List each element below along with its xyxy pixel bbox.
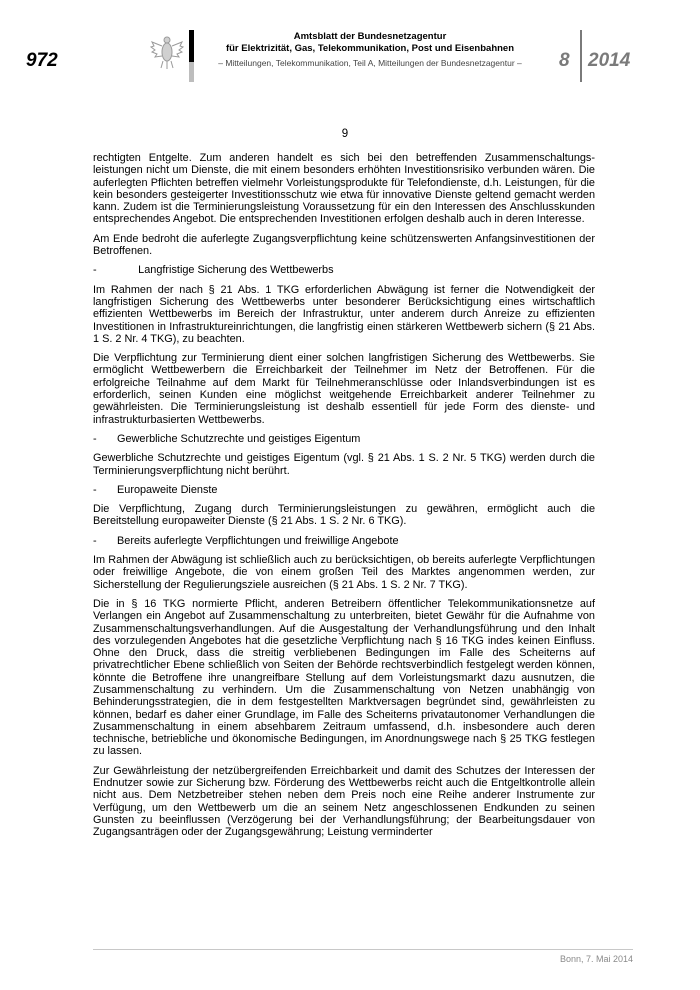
- journal-title-line2: für Elektrizität, Gas, Telekommunikation, Post und Eisenbahnen: [225, 43, 515, 54]
- paragraph: Im Rahmen der Abwägung ist schließlich auch zu berücksichtigen, ob bereits auferlegte Verpflichtungen oder freiwillige Angebote, die von einem großen Teil des Marktes angenommen werden, zur Sicherstellung der Regulierungsziele ausreichen (§ 21 Abs. 1 S. 2 Nr. 7 TKG).: [93, 554, 595, 591]
- issue-divider: [580, 30, 582, 82]
- list-item: [93, 264, 595, 276]
- page-number: 972: [26, 50, 58, 71]
- footer-date: Bonn, 7. Mai 2014: [559, 954, 633, 964]
- issue-number: 8: [559, 50, 570, 71]
- federal-eagle-icon: [150, 32, 184, 72]
- bullet-text: Gewerbliche Schutzrechte und geistiges Eigentum: [117, 432, 361, 445]
- list-item: [93, 484, 595, 496]
- journal-subtitle: – Mitteilungen, Telekommunikation, Teil A, Mitteilungen der Bundesnetzagentur –: [218, 58, 522, 68]
- journal-title: [200, 31, 540, 55]
- body-text: [93, 152, 595, 846]
- paragraph: Die Verpflichtung, Zugang durch Terminierungsleistungen zu gewähren, ermöglicht auch die Bereitstellung europaweiter Dienste (§ 21 Abs. 1 S. 2 Nr. 6 TKG).: [93, 503, 595, 528]
- list-item: [93, 535, 595, 547]
- bullet-dash: -: [93, 264, 97, 277]
- paragraph: Die in § 16 TKG normierte Pflicht, anderen Betreibern öffentlicher Telekommunikationsnetze auf Verlangen ein Angebot auf Zusammenschaltung zu unterbreiten, bietet Gewähr für die Aufnahme von Zusammenschaltungsverhandlungen. Auf die Ausgestaltung der Verhandlungsführung und den Inhalt des vorzulegenden Angebotes hat die gesetzliche Verpflichtung nach § 16 TKG indes keinen Einfluss. Ohne den Druck, dass die streitig verbliebenen Bedingungen im Falle des Scheiterns auf privatrechtlicher Ebene schließlich von Seiten der Behörde rechtsverbindlich festgelegt werden können, könnte die Betroffene ihre unangreifbare Stellung auf dem Vorleistungsmarkt dazu ausnutzen, die Zusammenschaltung zu verhindern. Um die Zusammenschaltung von Netzen unabhängig von Behinderungsstrategien, die in dem festgestellten Marktversagen begründet sind, gewährleisten zu können, bedarf es daher einer Grundlage, im Falle des Scheiterns privatautonomer Verhandlungen die Zusammenschaltung in einem absehbarem Zeitraum umfassend, d.h. insbesondere auch deren technische, betriebliche und ökonomische Bedingungen, im Anordnungswege nach § 25 TKG festlegen zu lassen.: [93, 597, 595, 758]
- footer-divider: [93, 949, 633, 950]
- bullet-text: Bereits auferlegte Verpflichtungen und freiwillige Angebote: [117, 534, 399, 547]
- paragraph: Am Ende bedroht die auferlegte Zugangsverpflichtung keine schützenswerten Anfangsinvestitionen der Betroffenen.: [93, 232, 595, 258]
- bullet-text: Europaweite Dienste: [117, 483, 218, 496]
- paragraph: Gewerbliche Schutzrechte und geistiges Eigentum (vgl. § 21 Abs. 1 S. 2 Nr. 5 TKG) werden durch die Terminierungsverpflichtung nicht berührt.: [93, 452, 595, 477]
- header-divider-shade: [189, 62, 194, 82]
- bullet-dash: -: [93, 483, 97, 496]
- issue-year: 2014: [588, 50, 631, 71]
- bullet-text: Langfristige Sicherung des Wettbewerbs: [117, 264, 334, 277]
- bullet-dash: -: [93, 534, 97, 547]
- bullet-dash: -: [93, 432, 97, 445]
- journal-title-line1: Amtsblatt der Bundesnetzagentur: [293, 31, 447, 42]
- list-item: [93, 433, 595, 445]
- paragraph: Zur Gewährleistung der netzübergreifenden Erreichbarkeit und damit des Schutzes der Interessen der Endnutzer sowie zur Sicherung bzw. Förderung des Wettbewerbs reicht auch die Entgeltkontrolle allein nicht aus. Dem Netzbetreiber stehen neben dem Preis noch eine Reihe anderer Instrumente zur Verfügung, um den Wettbewerb um die an seinem Netz angeschlossenen Endkunden zu seinen Gunsten zu beeinflussen (Verzögerung bei der Verhandlungsführung; der Bearbeitungsdauer von Zugangsanträgen oder der Zugangsgewährung; Leistung verminderter: [93, 764, 595, 839]
- paragraph: rechtigten Entgelte. Zum anderen handelt es sich bei den betreffenden Zusammenschaltungs-leistungen nicht um Dienste, die mit einem besonders erhöhten Investitionsrisiko verbunden wären. Die auferlegten Pflichten betreffen vielmehr Vorleistungsprodukte für Telefondienste, d.h. Leistungen, für die kein besonders gesteigerter Investitionsschutz wie etwa für innovative Dienste geltend gemacht werden kann. Zudem ist die Terminierungsleistung Voraussetzung für ein den Interessen des Anschlusskunden entsprechendes Angebot. Die entsprechenden Investitionen erfolgen deshalb auch in deren Interesse.: [93, 152, 595, 226]
- paragraph: Im Rahmen der nach § 21 Abs. 1 TKG erforderlichen Abwägung ist ferner die Notwendigkeit der langfristigen Sicherung des Wettbewerbs unter besonderer Berücksichtigung eines wirtschaftlich effizienten Wettbewerbs im Bereich der Infrastruktur, unter anderem durch Anreize zu effizienten Investitionen in Infrastruktureinrichtungen, die langfristig einen stärkeren Wettbewerb sichern (§ 21 Abs. 1 S. 2 Nr. 4 TKG), zu beachten.: [93, 283, 595, 345]
- document-page-number: 9: [341, 128, 349, 140]
- paragraph: Die Verpflichtung zur Terminierung dient einer solchen langfristigen Sicherung des Wettbewerbs. Sie ermöglicht Wettbewerbern die Erreichbarkeit der Teilnehmer im Netz der Betroffenen. Für die erfolgreiche Teilnahme auf dem Markt für Teilnehmeranschlüsse oder Inlandsverbindungen ist es erforderlich, seinen Kunden eine möglichst weitgehende Erreichbarkeit anderer Teilnehmer zu gewährleisten. Die Terminierungsleistung ist deshalb essentiell für jede Form des dienste- und infrastrukturbasierten Wettbewerbs.: [93, 352, 595, 426]
